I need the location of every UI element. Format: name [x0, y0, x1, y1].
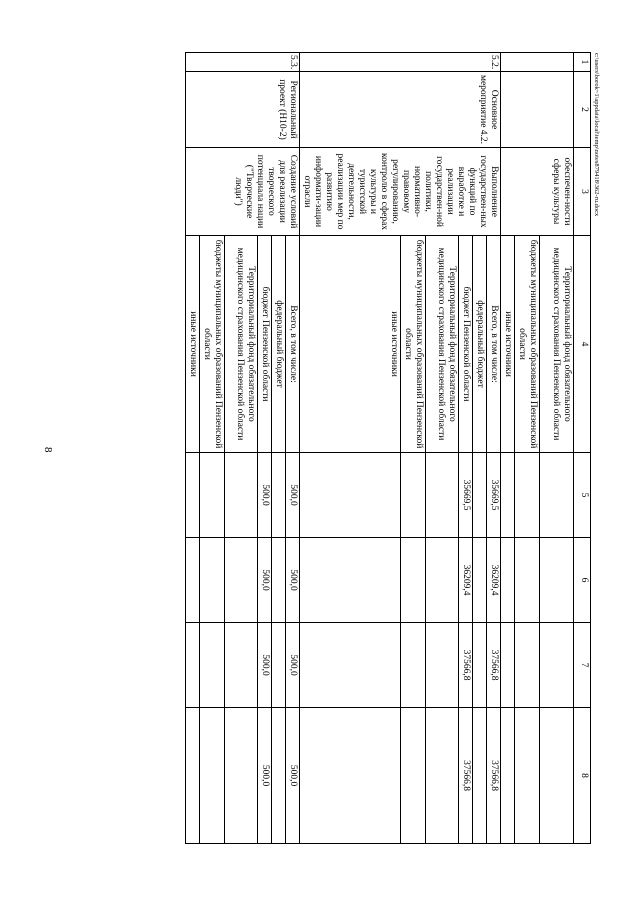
header-cell: 2 [574, 72, 591, 148]
source-cell: иные источники [300, 236, 401, 453]
row-desc: Создание условий для реализации творческого потенциала нации ("Творческие люди") [186, 148, 300, 236]
value-cell: 500,0 [258, 453, 272, 538]
source-cell: иные источники [501, 236, 515, 453]
source-cell: бюджеты муниципальных образований Пензенской области [400, 236, 425, 453]
source-cell: иные источники [186, 236, 200, 453]
row-desc: Выполнение государствен-ных функций по выработке и реализации государствен-ной политики, нормативно-правовому регулированию, контролю в сферах культуры и туристской деятельности, реализации мер по развитию информати-зации отрасли [300, 148, 501, 236]
source-cell: федеральный бюджет [472, 236, 486, 453]
cont-desc: обеспечен-ности сферы культуры [501, 148, 574, 236]
table-row [540, 53, 574, 844]
row-name: Основное мероприятие 4.2. [300, 72, 501, 148]
source-cell: федеральный бюджет [272, 236, 286, 453]
source-cell: Всего, в том числе: [286, 236, 300, 453]
source-cell: Территориальный фонд обязательного медицинского страхования Пензенской области [225, 236, 258, 453]
header-cell: 7 [574, 623, 591, 708]
value-cell: 500,0 [258, 538, 272, 623]
value-cell: 37566,8 [458, 708, 472, 844]
value-cell: 36209,4 [486, 538, 500, 623]
value-cell: 500,0 [286, 538, 300, 623]
cell-empty [501, 53, 574, 72]
value-cell: 35669,5 [486, 453, 500, 538]
source-cell: бюджеты муниципальных образований Пензенской области [200, 236, 225, 453]
value-cell: 37566,8 [458, 623, 472, 708]
cell-empty [501, 72, 574, 148]
row-number: 5.3. [186, 53, 300, 72]
source-cell: Территориальный фонд обязательного медицинского страхования Пензенской области [540, 236, 574, 453]
row-name: Региональный проект (Н10-2) [186, 72, 300, 148]
value-cell: 500,0 [258, 623, 272, 708]
header-cell: 8 [574, 708, 591, 844]
source-cell: бюджет Пензенской области [458, 236, 472, 453]
table-row [486, 53, 500, 844]
value-cell: 500,0 [286, 708, 300, 844]
header-row [574, 53, 591, 844]
source-cell: Территориальный фонд обязательного медицинского страхования Пензенской области [425, 236, 458, 453]
budget-table [185, 52, 591, 844]
value-cell: 36209,4 [458, 538, 472, 623]
value-cell: 37566,8 [486, 708, 500, 844]
table-row [286, 53, 300, 844]
source-cell: Всего, в том числе: [486, 236, 500, 453]
page-number: 8 [42, 447, 54, 453]
header-cell: 3 [574, 148, 591, 236]
value-cell: 500,0 [258, 708, 272, 844]
row-number: 5.2. [300, 53, 501, 72]
value-cell: 37566,8 [486, 623, 500, 708]
source-cell: бюджет Пензенской области [258, 236, 272, 453]
header-cell: 6 [574, 538, 591, 623]
header-cell: 5 [574, 453, 591, 538]
value-cell: 500,0 [286, 453, 300, 538]
value-cell: 500,0 [286, 623, 300, 708]
source-cell: бюджеты муниципальных образований Пензенской области [515, 236, 540, 453]
value-cell: 35669,5 [458, 453, 472, 538]
footer-path: c:\users\borok~1\appdata\local\temp\notes879418\362-ru.docx [593, 53, 600, 217]
header-cell: 4 [574, 236, 591, 453]
header-cell: 1 [574, 53, 591, 72]
